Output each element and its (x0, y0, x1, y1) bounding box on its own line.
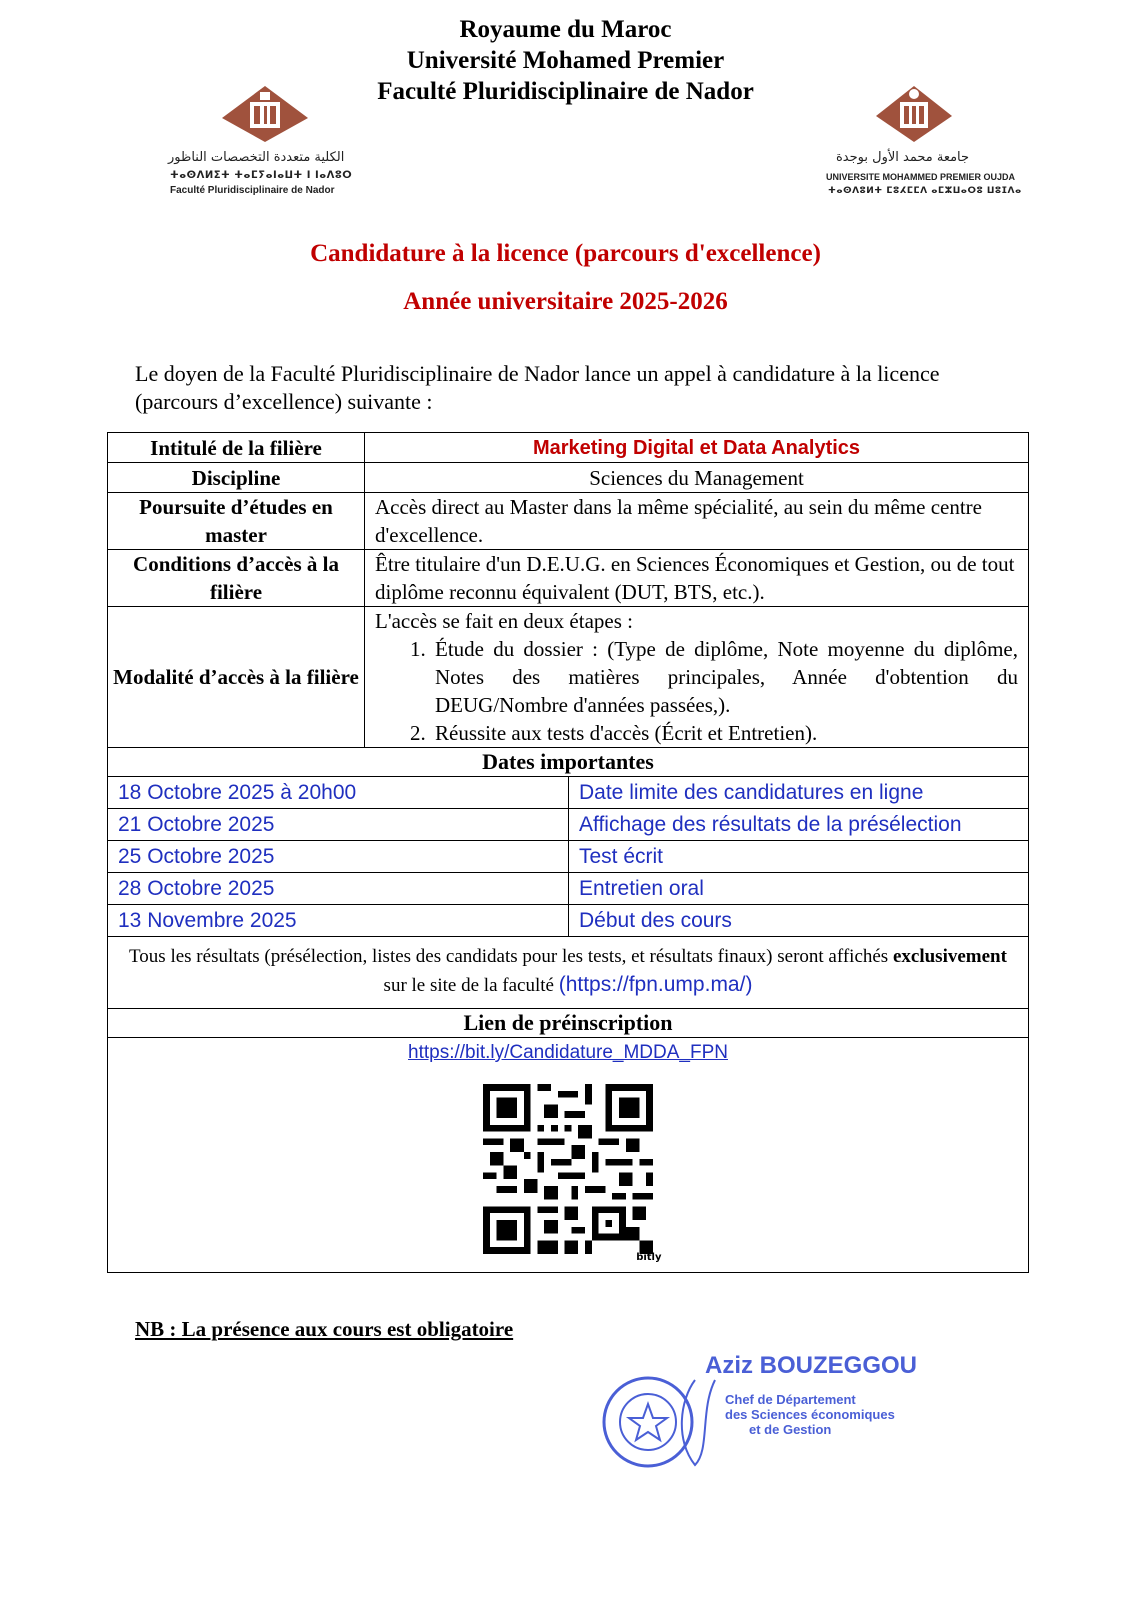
preregistration-heading: Lien de préinscription (108, 1009, 1029, 1038)
table-row (108, 748, 1029, 777)
qr-brand-label: bitly (636, 1252, 662, 1263)
faculty-site-link[interactable]: (https://fpn.ump.ma/) (558, 973, 753, 996)
university-name-french: UNIVERSITE MOHAMMED PREMIER OUJDA (826, 172, 1016, 182)
preregistration-link[interactable]: https://bit.ly/Candidature_MDDA_FPN (408, 1042, 728, 1063)
master-continuation-value: Accès direct au Master dans la même spécialité, au sein du même centre d'excellence. (365, 493, 1029, 550)
table-row (108, 777, 1029, 937)
faculty-name-tifinagh: ⵜⴰⵙⴷⵍⵉⵜ ⵜⴰⵎⵢⴰⵏⴰⵡⵜ ⵏ ⵏⴰⴷⵓⵔ (170, 170, 353, 181)
date-row (108, 905, 1028, 937)
table-row (108, 433, 1029, 463)
signature-stamp (600, 1352, 930, 1490)
faculty-logo (168, 84, 368, 206)
list-item: 1. Étude du dossier : (Type de diplôme, Note moyenne du diplôme, Notes des matières principales, Année d'obtention du DEUG/Nombre d'années passées,). (431, 635, 1018, 719)
access-steps-list (375, 635, 1018, 747)
faculty-emblem-icon (220, 84, 310, 144)
date-row (108, 809, 1028, 841)
header-faculty: Faculté Pluridisciplinaire de Nador (377, 78, 754, 105)
preregistration-cell (108, 1038, 1029, 1273)
date-value: 21 Octobre 2025 (108, 809, 569, 841)
date-event: Test écrit (569, 841, 1029, 873)
program-info-table (107, 432, 1029, 1273)
list-item: 2. Réussite aux tests d'accès (Écrit et Entretien). (431, 719, 1018, 747)
date-value: 13 Novembre 2025 (108, 905, 569, 937)
header-university: Université Mohamed Premier (406, 47, 725, 74)
access-conditions-value: Être titulaire d'un D.E.U.G. en Sciences Économiques et Gestion, ou de tout diplôme reconnu équivalent (DUT, BTS, etc.). (365, 550, 1029, 607)
notice-text-bold: exclusivement (892, 946, 1007, 967)
dates-cell (108, 777, 1029, 937)
table-row (108, 1009, 1029, 1038)
table-row (108, 607, 1029, 748)
dates-heading: Dates importantes (108, 748, 1029, 777)
label-master-continuation: Poursuite d’études en master (108, 493, 365, 550)
label-program-title: Intitulé de la filière (108, 433, 365, 463)
date-value: 28 Octobre 2025 (108, 873, 569, 905)
date-value: 18 Octobre 2025 à 20h00 (108, 777, 569, 809)
page-subtitle-year: Année universitaire 2025-2026 (403, 288, 728, 315)
university-emblem-icon (874, 84, 954, 144)
label-access-modality: Modalité d’accès à la filière (108, 607, 365, 748)
date-event: Affichage des résultats de la présélection (569, 809, 1029, 841)
faculty-name-french: Faculté Pluridisciplinaire de Nador (170, 185, 335, 196)
discipline-value: Sciences du Management (365, 463, 1029, 493)
notice-text-part2: sur le site de la faculté (383, 975, 554, 996)
page-title: Candidature à la licence (parcours d'excellence) (310, 240, 821, 267)
access-modality-value (365, 607, 1029, 748)
table-row (108, 1038, 1029, 1273)
faculty-name-arabic: الكلية متعددة التخصصات الناظور (168, 150, 345, 165)
results-notice (108, 937, 1029, 1009)
qr-code[interactable] (481, 1084, 662, 1263)
date-event: Entretien oral (569, 873, 1029, 905)
signatory-role: Chef de Département des Sciences économiques et de Gestion (725, 1392, 895, 1437)
table-row (108, 937, 1029, 1009)
intro-paragraph: Le doyen de la Faculté Pluridisciplinaire de Nador lance un appel à candidature à la licence (parcours d’excellence) suivante : (135, 361, 940, 414)
date-row (108, 873, 1028, 905)
dates-table (108, 777, 1028, 936)
date-row (108, 841, 1028, 873)
university-logo (826, 84, 1022, 206)
signatory-name: Aziz BOUZEGGOU (705, 1352, 918, 1379)
header-country: Royaume du Maroc (459, 16, 672, 43)
program-title-value: Marketing Digital et Data Analytics (365, 433, 1029, 463)
date-event: Début des cours (579, 908, 732, 932)
label-access-conditions: Conditions d’accès à la filière (108, 550, 365, 607)
date-row (108, 777, 1028, 809)
university-name-tifinagh: ⵜⴰⵙⴷⵓⵍⵜ ⵎⵓⵃⵎⵎⴷ ⴰⵎⵣⵡⴰⵔⵓ ⵡⵓⵊⴷⴰ (828, 186, 1022, 196)
notice-text-part1: Tous les résultats (présélection, listes des candidats pour les tests, et résultats finaux) seront affichés (129, 946, 889, 967)
date-event: Date limite des candidatures en ligne (569, 777, 1029, 809)
table-row (108, 550, 1029, 607)
label-discipline: Discipline (108, 463, 365, 493)
qr-code-icon (483, 1084, 653, 1254)
access-modality-intro: L'accès se fait en deux étapes : (375, 609, 633, 633)
table-row (108, 463, 1029, 493)
attendance-note: NB : La présence aux cours est obligatoire (135, 1317, 514, 1341)
date-value: 25 Octobre 2025 (108, 841, 569, 873)
table-row (108, 493, 1029, 550)
university-name-arabic: جامعة محمد الأول بوجدة (836, 150, 970, 165)
